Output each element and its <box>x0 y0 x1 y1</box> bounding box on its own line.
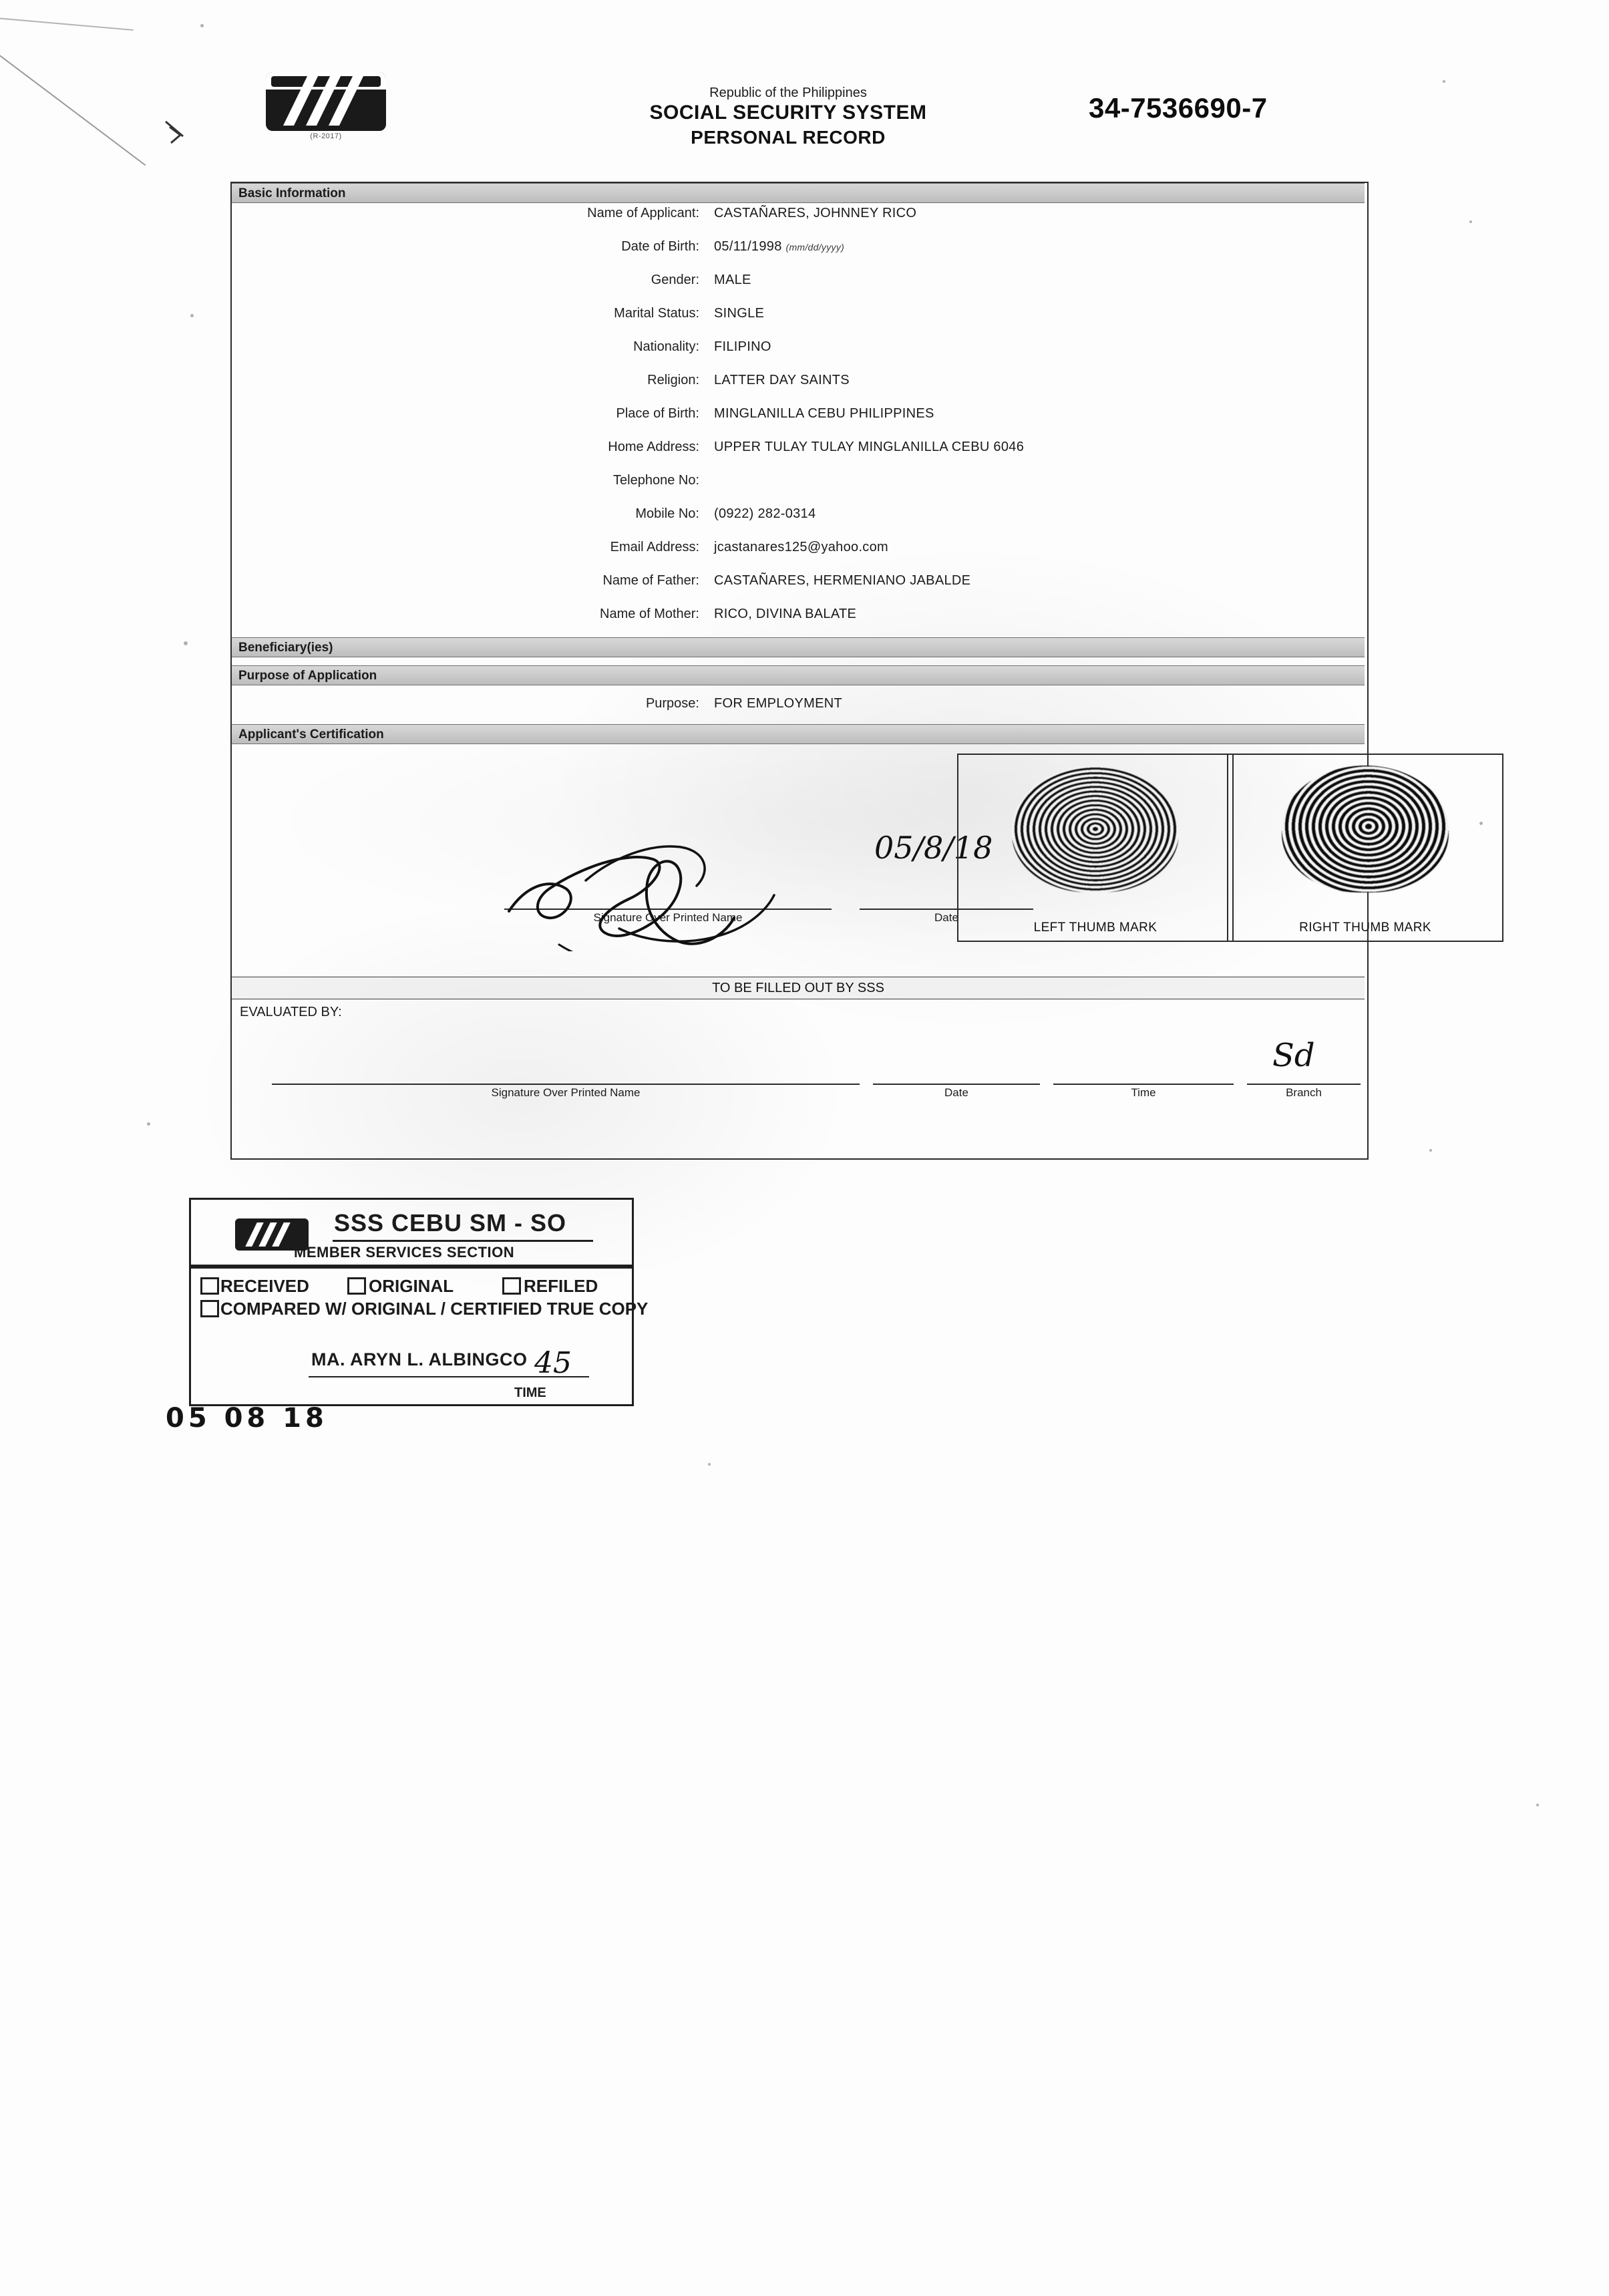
time-label: TIME <box>514 1385 546 1400</box>
branch-handwriting: Sd <box>1272 1037 1315 1074</box>
certification-area <box>232 744 1431 1005</box>
scan-speckle <box>147 1122 150 1126</box>
field-label: Name of Mother: <box>600 607 699 621</box>
field-row-nationality <box>232 339 1365 365</box>
sss-time-line <box>1053 1084 1234 1085</box>
section-header-applicants-certification: Applicant's Certification <box>232 724 1365 744</box>
field-value: MALE <box>714 273 751 287</box>
field-label: Email Address: <box>610 540 699 554</box>
original-label: ORIGINAL <box>369 1276 454 1296</box>
field-label: Mobile No: <box>635 506 699 521</box>
time-handwriting: 45 <box>534 1346 572 1380</box>
sss-date-caption: Date <box>944 1086 968 1099</box>
section-header-beneficiaries: Beneficiary(ies) <box>232 637 1365 657</box>
field-label: Nationality: <box>633 339 699 354</box>
date-stamp: 05 08 18 <box>166 1403 328 1434</box>
field-row-marital-status <box>232 306 1365 331</box>
republic-line: Republic of the Philippines <box>709 86 867 100</box>
field-value: RICO, DIVINA BALATE <box>714 607 857 621</box>
field-row-mobile-no <box>232 506 1365 532</box>
field-label: Marital Status: <box>614 306 699 321</box>
field-label: Home Address: <box>608 440 699 454</box>
officer-name-stamp: MA. ARYN L. ALBINGCO <box>311 1349 528 1369</box>
sss-use-band: TO BE FILLED OUT BY SSS <box>232 977 1365 999</box>
sss-time-caption: Time <box>1131 1086 1156 1099</box>
field-row-home-address <box>232 440 1365 465</box>
date-caption: Date <box>934 911 958 924</box>
field-value: jcastanares125@yahoo.com <box>714 540 888 554</box>
scan-speckle <box>1443 80 1445 83</box>
compared-label: COMPARED W/ ORIGINAL / CERTIFIED TRUE COPY <box>220 1299 649 1319</box>
refiled-label: REFILED <box>524 1276 598 1296</box>
field-row-date-of-birth <box>232 239 1365 265</box>
field-label: Date of Birth: <box>621 239 699 254</box>
scan-speckle <box>1536 1804 1539 1806</box>
scan-speckle <box>184 641 188 645</box>
date-handwriting: 05/8/18 <box>874 830 993 866</box>
field-row-name-of-mother <box>232 607 1365 632</box>
field-value <box>714 239 844 255</box>
sss-branch-line <box>1247 1084 1361 1085</box>
original-checkbox[interactable] <box>347 1277 366 1295</box>
left-thumb-mark-label: LEFT THUMB MARK <box>1033 921 1157 935</box>
received-checkbox[interactable] <box>200 1277 219 1295</box>
sss-branch-caption: Branch <box>1286 1086 1322 1099</box>
page-corner-fold-artifact <box>0 0 200 200</box>
right-thumb-mark-label: RIGHT THUMB MARK <box>1299 921 1431 935</box>
field-value: (0922) 282-0314 <box>714 506 816 521</box>
field-value: SINGLE <box>714 306 765 321</box>
field-value: UPPER TULAY TULAY MINGLANILLA CEBU 6046 <box>714 440 1025 454</box>
field-label: Telephone No: <box>613 473 699 488</box>
field-row-telephone-no <box>232 473 1365 498</box>
sss-signature-line <box>272 1084 860 1085</box>
right-thumbprint-image <box>1282 766 1449 892</box>
refiled-checkbox[interactable] <box>502 1277 521 1295</box>
left-thumb-mark-box <box>957 754 1234 942</box>
field-row-email-address <box>232 540 1365 565</box>
field-label: Religion: <box>647 373 699 387</box>
field-row-name-of-father <box>232 573 1365 599</box>
field-value-text: 05/11/1998 <box>714 239 782 254</box>
field-value: CASTAÑARES, JOHNNEY RICO <box>714 206 917 220</box>
field-value: FILIPINO <box>714 339 771 354</box>
field-label: Purpose: <box>645 696 699 711</box>
branch-stamp-text: SSS CEBU SM - SO <box>334 1209 567 1237</box>
member-services-stamp-text: MEMBER SERVICES SECTION <box>294 1244 515 1261</box>
signature-line <box>504 909 832 910</box>
branch-stamp-underline <box>333 1240 593 1242</box>
field-label: Name of Father: <box>602 573 699 588</box>
sss-date-line <box>873 1084 1040 1085</box>
evaluated-by-label: EVALUATED BY: <box>240 1005 342 1019</box>
field-value: LATTER DAY SAINTS <box>714 373 850 387</box>
agency-title: SOCIAL SECURITY SYSTEM <box>649 102 927 124</box>
left-thumbprint-image <box>1012 766 1179 892</box>
signature-caption: Signature Over Printed Name <box>593 911 743 924</box>
section-header-purpose-of-application: Purpose of Application <box>232 665 1365 685</box>
field-row-purpose <box>232 696 1365 721</box>
section-header-basic-information: Basic Information <box>232 183 1365 203</box>
field-row-gender <box>232 273 1365 298</box>
field-label: Name of Applicant: <box>587 206 699 220</box>
field-row-name-of-applicant <box>232 206 1365 231</box>
scan-speckle <box>708 1463 711 1466</box>
sss-number: 34-7536690-7 <box>1089 92 1268 124</box>
sss-logo <box>266 72 386 131</box>
field-row-place-of-birth <box>232 406 1365 432</box>
right-thumb-mark-box <box>1227 754 1503 942</box>
sss-signature-caption: Signature Over Printed Name <box>491 1086 641 1099</box>
compared-checkbox[interactable] <box>200 1300 219 1317</box>
received-label: RECEIVED <box>220 1276 309 1296</box>
scan-speckle <box>1429 1149 1432 1152</box>
field-value-note: (mm/dd/yyyy) <box>785 242 845 253</box>
scan-speckle <box>190 314 194 317</box>
form-title: PERSONAL RECORD <box>691 127 886 148</box>
applicant-signature-scribble <box>486 824 860 951</box>
scan-speckle <box>200 24 204 27</box>
field-label: Place of Birth: <box>616 406 699 421</box>
field-label: Gender: <box>651 273 699 287</box>
scan-speckle <box>1469 220 1472 223</box>
field-value: CASTAÑARES, HERMENIANO JABALDE <box>714 573 971 588</box>
personal-record-form <box>230 182 1431 1160</box>
logo-caption: (R-2017) <box>310 132 342 140</box>
field-value: FOR EMPLOYMENT <box>714 696 842 711</box>
field-value: MINGLANILLA CEBU PHILIPPINES <box>714 406 934 421</box>
field-row-religion <box>232 373 1365 398</box>
